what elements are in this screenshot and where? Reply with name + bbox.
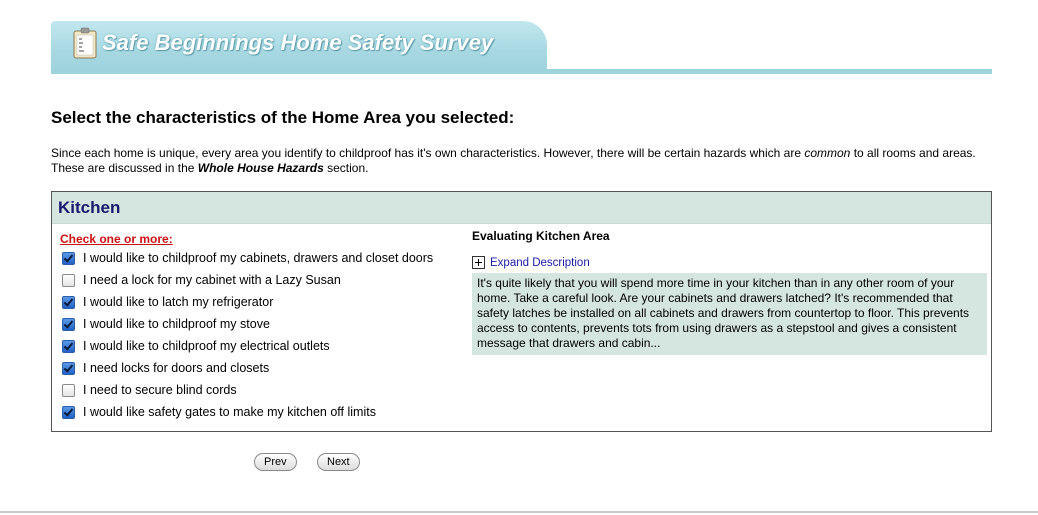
evaluating-title: Evaluating Kitchen Area xyxy=(472,229,610,243)
option-row[interactable] xyxy=(62,403,376,421)
header-rule xyxy=(51,69,992,74)
next-button[interactable]: Next xyxy=(317,453,360,471)
option-checkbox[interactable] xyxy=(62,296,75,309)
option-label: I would like to childproof my stove xyxy=(83,317,270,331)
page-title: Select the characteristics of the Home Area you selected: xyxy=(51,108,515,127)
option-checkbox[interactable] xyxy=(62,384,75,397)
clipboard-icon xyxy=(73,27,97,59)
option-checkbox[interactable] xyxy=(62,274,75,287)
option-checkbox[interactable] xyxy=(62,362,75,375)
option-row[interactable] xyxy=(62,315,270,333)
intro-whole-house-hazards: Whole House Hazards xyxy=(197,161,324,175)
panel-header xyxy=(52,192,991,224)
prev-button[interactable]: Prev xyxy=(254,453,297,471)
option-label: I would like to childproof my cabinets, drawers and closet doors xyxy=(83,251,434,265)
option-label: I need a lock for my cabinet with a Lazy Susan xyxy=(83,273,341,287)
area-description: It's quite likely that you will spend more time in your kitchen than in any other room of your home. Take a careful look. Are your cabinets and drawers latched? It's recommended that safety latches be installed on all cabinets and drawers from countertop to floor. This prevents access to contents, prevents tots from using drawers as a stepstool and gives a consistent message that drawers and cabin... xyxy=(472,273,987,355)
option-checkbox[interactable] xyxy=(62,252,75,265)
expand-plus-icon[interactable] xyxy=(472,256,485,269)
option-row[interactable] xyxy=(62,337,330,355)
panel-title: Kitchen xyxy=(58,198,121,217)
intro-text-3: section. xyxy=(323,161,369,175)
intro-em-common: common xyxy=(804,146,851,160)
option-label: I would like to childproof my electrical outlets xyxy=(83,339,330,353)
option-row[interactable] xyxy=(62,249,433,267)
app-title: Safe Beginnings Home Safety Survey xyxy=(102,30,494,55)
intro-paragraph xyxy=(51,146,981,176)
option-checkbox[interactable] xyxy=(62,318,75,331)
area-panel xyxy=(51,191,992,432)
option-label: I need locks for doors and closets xyxy=(83,361,270,375)
expand-description-link[interactable] xyxy=(472,256,590,269)
option-row[interactable] xyxy=(62,271,341,289)
option-checkbox[interactable] xyxy=(62,340,75,353)
option-row[interactable] xyxy=(62,381,237,399)
option-row[interactable] xyxy=(62,359,269,377)
intro-text-2: to all rooms and areas. These are discussed in the xyxy=(51,146,976,175)
option-label: I would like to latch my refrigerator xyxy=(83,295,274,309)
check-prompt: Check one or more: xyxy=(60,232,173,246)
option-label: I need to secure blind cords xyxy=(83,383,237,397)
option-label: I would like safety gates to make my kitchen off limits xyxy=(83,405,376,419)
intro-text-1: Since each home is unique, every area you identify to childproof has it's own characteristics. However, there will be certain hazards which are xyxy=(51,146,805,160)
option-row[interactable] xyxy=(62,293,273,311)
option-checkbox[interactable] xyxy=(62,406,75,419)
expand-description-label[interactable]: Expand Description xyxy=(490,256,590,269)
bottom-rule xyxy=(0,511,1038,513)
